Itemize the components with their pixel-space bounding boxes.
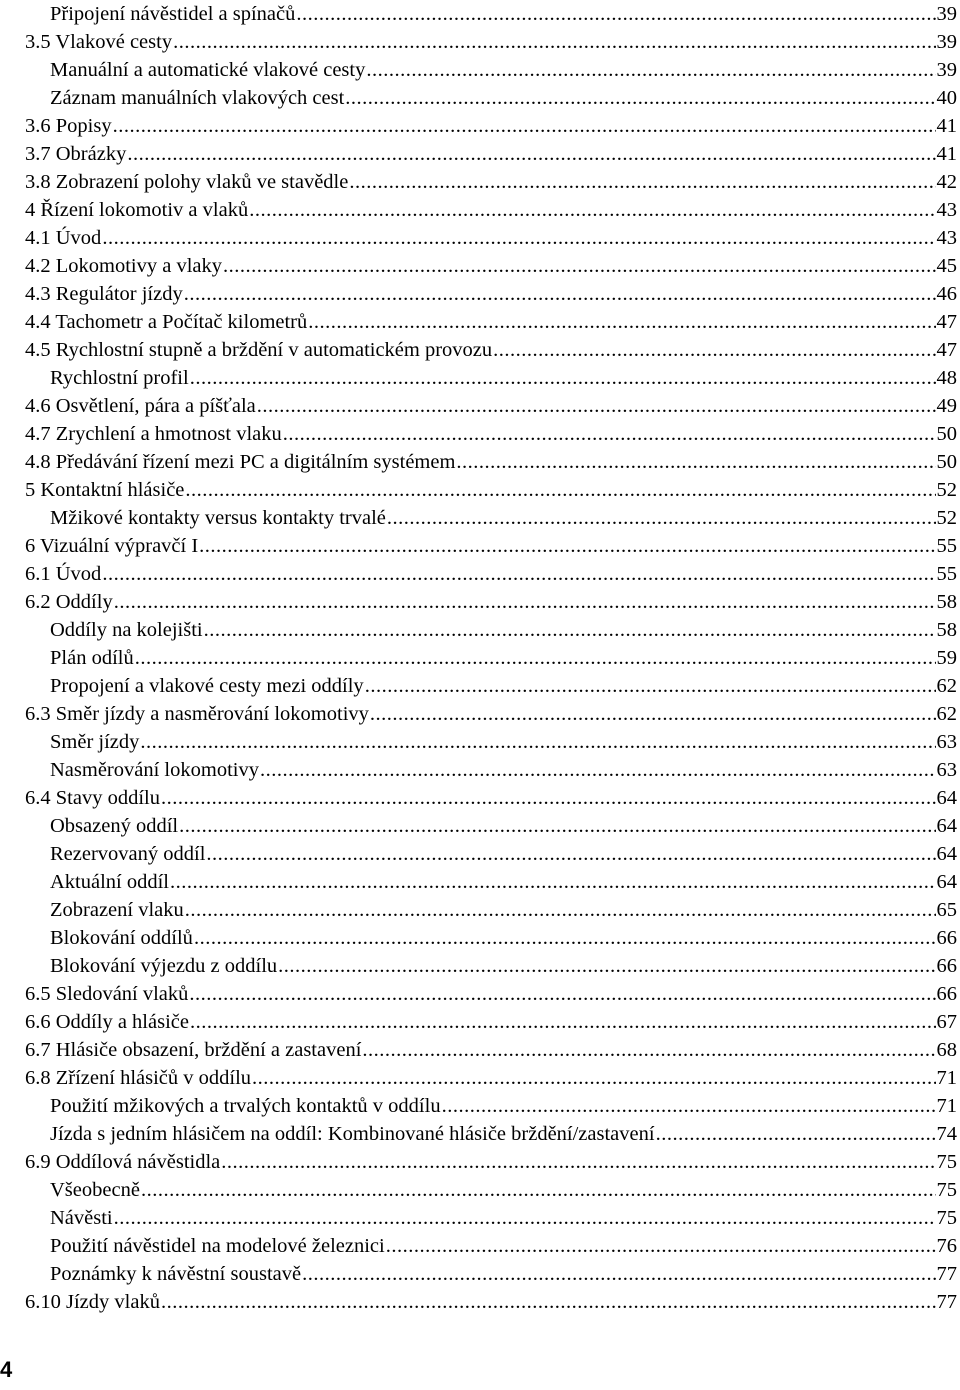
dot-leader: [141, 1176, 936, 1204]
dot-leader: [184, 280, 936, 308]
toc-entry[interactable]: [25, 280, 957, 308]
toc-entry-title: 6.9 Oddílová návěstidla: [25, 1151, 221, 1173]
dot-leader: [194, 924, 936, 952]
toc-entry-title: 6.8 Zřízení hlásičů v oddílu: [25, 1067, 252, 1089]
toc-entry[interactable]: [25, 448, 957, 476]
toc-entry[interactable]: [25, 588, 957, 616]
toc-entry-page: 39: [936, 59, 957, 81]
toc-entry[interactable]: [25, 392, 957, 420]
dot-leader: [493, 336, 935, 364]
dot-leader: [362, 1036, 935, 1064]
toc-entry-title: 3.7 Obrázky: [25, 143, 127, 165]
toc-entry[interactable]: [25, 728, 957, 756]
toc-entry[interactable]: [25, 924, 957, 952]
toc-entry-title: 6.1 Úvod: [25, 563, 102, 585]
dot-leader: [206, 840, 935, 868]
dot-leader: [656, 1120, 936, 1148]
toc-entry[interactable]: [25, 1260, 957, 1288]
toc-entry-title: Obsazený oddíl: [50, 815, 179, 837]
toc-entry-page: 74: [936, 1123, 957, 1145]
toc-entry-title: Použití návěstidel na modelové železnici: [50, 1235, 385, 1257]
toc-entry-page: 64: [936, 871, 957, 893]
dot-leader: [161, 1288, 936, 1316]
toc-entry-page: 76: [936, 1235, 957, 1257]
dot-leader: [179, 812, 935, 840]
toc-entry-page: 52: [936, 479, 957, 501]
toc-entry[interactable]: [25, 196, 957, 224]
toc-entry-title: Blokování oddílů: [50, 927, 193, 949]
toc-entry-page: 63: [936, 759, 957, 781]
dot-leader: [185, 476, 935, 504]
toc-entry[interactable]: [25, 308, 957, 336]
dot-leader: [296, 0, 935, 28]
toc-entry-page: 39: [936, 3, 957, 25]
toc-entry-page: 63: [936, 731, 957, 753]
toc-entry-title: 4.3 Regulátor jízdy: [25, 283, 183, 305]
toc-entry[interactable]: [25, 420, 957, 448]
toc-entry-page: 55: [936, 563, 957, 585]
toc-entry-title: Směr jízdy: [50, 731, 140, 753]
toc-entry-page: 49: [936, 395, 957, 417]
toc-entry-title: 6.10 Jízdy vlaků: [25, 1291, 160, 1313]
toc-entry[interactable]: [25, 1036, 957, 1064]
toc-entry-page: 75: [936, 1151, 957, 1173]
toc-entry[interactable]: [25, 336, 957, 364]
toc-entry-page: 75: [936, 1179, 957, 1201]
toc-entry[interactable]: [25, 504, 957, 532]
toc-entry[interactable]: [25, 812, 957, 840]
dot-leader: [252, 1064, 935, 1092]
toc-entry[interactable]: [25, 532, 957, 560]
toc-entry-title: 6.6 Oddíly a hlásiče: [25, 1011, 189, 1033]
toc-entry[interactable]: [25, 168, 957, 196]
toc-entry-page: 52: [936, 507, 957, 529]
toc-entry[interactable]: [25, 1120, 957, 1148]
toc-entry[interactable]: [25, 0, 957, 28]
dot-leader: [199, 532, 935, 560]
dot-leader: [366, 56, 935, 84]
toc-entry-page: 58: [936, 591, 957, 613]
toc-entry[interactable]: [25, 952, 957, 980]
toc-entry[interactable]: [25, 1176, 957, 1204]
toc-entry-title: Jízda s jedním hlásičem na oddíl: Kombinované hlásiče brždění/zastavení: [50, 1123, 655, 1145]
toc-entry-page: 39: [936, 31, 957, 53]
toc-entry[interactable]: [25, 140, 957, 168]
toc-entry-page: 43: [936, 227, 957, 249]
toc-entry-title: 3.6 Popisy: [25, 115, 112, 137]
toc-entry-page: 48: [936, 367, 957, 389]
toc-entry[interactable]: [25, 896, 957, 924]
dot-leader: [185, 896, 936, 924]
toc-entry[interactable]: [25, 1148, 957, 1176]
dot-leader: [308, 308, 935, 336]
toc-entry[interactable]: [25, 756, 957, 784]
toc-entry-title: 3.5 Vlakové cesty: [25, 31, 173, 53]
toc-entry-title: 6.3 Směr jízdy a nasměrování lokomotivy: [25, 703, 369, 725]
toc-entry-title: Rezervovaný oddíl: [50, 843, 206, 865]
toc-entry-page: 47: [936, 339, 957, 361]
toc-entry-page: 62: [936, 675, 957, 697]
dot-leader: [127, 140, 935, 168]
toc-entry-title: 4 Řízení lokomotiv a vlaků: [25, 199, 249, 221]
dot-leader: [260, 756, 936, 784]
dot-leader: [190, 1008, 936, 1036]
toc-entry-title: Aktuální oddíl: [50, 871, 170, 893]
toc-entry-page: 47: [936, 311, 957, 333]
toc-entry-page: 66: [936, 955, 957, 977]
toc-entry[interactable]: [25, 616, 957, 644]
toc-entry-page: 77: [936, 1263, 957, 1285]
toc-entry-title: 4.8 Předávání řízení mezi PC a digitálním systémem: [25, 451, 456, 473]
toc-entry-title: Zobrazení vlaku: [50, 899, 184, 921]
toc-entry-title: 4.4 Tachometr a Počítač kilometrů: [25, 311, 308, 333]
dot-leader: [204, 616, 936, 644]
toc-entry-title: Propojení a vlakové cesty mezi oddíly: [50, 675, 364, 697]
dot-leader: [140, 728, 935, 756]
toc-entry-page: 66: [936, 927, 957, 949]
dot-leader: [278, 952, 935, 980]
toc-entry[interactable]: [25, 644, 957, 672]
toc-entry-page: 64: [936, 815, 957, 837]
dot-leader: [349, 168, 935, 196]
toc-entry-page: 59: [936, 647, 957, 669]
toc-entry[interactable]: [25, 1092, 957, 1120]
table-of-contents: [25, 0, 957, 1316]
toc-entry-title: Návěsti: [50, 1207, 113, 1229]
toc-entry-title: 3.8 Zobrazení polohy vlaků ve stavědle: [25, 171, 349, 193]
dot-leader: [223, 252, 935, 280]
toc-entry[interactable]: [25, 1204, 957, 1232]
toc-entry-title: Použití mžikových a trvalých kontaktů v oddílu: [50, 1095, 441, 1117]
toc-entry-page: 77: [936, 1291, 957, 1313]
dot-leader: [302, 1260, 935, 1288]
page-number: 4: [0, 1357, 13, 1382]
toc-entry[interactable]: [25, 1064, 957, 1092]
toc-entry-title: 6.5 Sledování vlaků: [25, 983, 189, 1005]
toc-entry-page: 68: [936, 1039, 957, 1061]
toc-entry[interactable]: [25, 560, 957, 588]
toc-entry[interactable]: [25, 224, 957, 252]
toc-entry[interactable]: [25, 84, 957, 112]
toc-entry-title: Připojení návěstidel a spínačů: [50, 3, 296, 25]
dot-leader: [113, 112, 936, 140]
dot-leader: [387, 504, 936, 532]
toc-entry-title: Oddíly na kolejišti: [50, 619, 203, 641]
toc-entry-title: 4.2 Lokomotivy a vlaky: [25, 255, 223, 277]
toc-entry[interactable]: [25, 784, 957, 812]
dot-leader: [345, 84, 935, 112]
toc-entry-page: 43: [936, 199, 957, 221]
toc-entry-title: Nasměrování lokomotivy: [50, 759, 259, 781]
toc-entry-title: Manuální a automatické vlakové cesty: [50, 59, 366, 81]
toc-entry-title: 6.7 Hlásiče obsazení, brždění a zastavení: [25, 1039, 362, 1061]
dot-leader: [365, 672, 936, 700]
toc-entry-page: 45: [936, 255, 957, 277]
dot-leader: [370, 700, 936, 728]
dot-leader: [161, 784, 936, 812]
toc-entry[interactable]: [25, 672, 957, 700]
toc-entry-title: 6.4 Stavy oddílu: [25, 787, 160, 809]
dot-leader: [114, 1204, 936, 1232]
toc-entry[interactable]: [25, 1288, 957, 1316]
toc-entry[interactable]: [25, 1008, 957, 1036]
toc-entry[interactable]: [25, 700, 957, 728]
toc-entry[interactable]: [25, 364, 957, 392]
toc-entry-page: 42: [936, 171, 957, 193]
toc-entry[interactable]: [25, 1232, 957, 1260]
toc-entry-page: 75: [936, 1207, 957, 1229]
toc-entry[interactable]: [25, 840, 957, 868]
toc-entry-page: 64: [936, 843, 957, 865]
toc-entry-title: 4.6 Osvětlení, pára a píšťala: [25, 395, 256, 417]
dot-leader: [189, 980, 935, 1008]
toc-entry-page: 65: [936, 899, 957, 921]
toc-entry-page: 55: [936, 535, 957, 557]
toc-entry-page: 50: [936, 451, 957, 473]
dot-leader: [442, 1092, 936, 1120]
toc-entry[interactable]: [25, 112, 957, 140]
toc-entry-page: 66: [936, 983, 957, 1005]
toc-entry-title: 6.2 Oddíly: [25, 591, 113, 613]
toc-entry-title: Rychlostní profil: [50, 367, 189, 389]
toc-entry-title: Mžikové kontakty versus kontakty trvalé: [50, 507, 386, 529]
toc-entry-title: Záznam manuálních vlakových cest: [50, 87, 345, 109]
dot-leader: [386, 1232, 936, 1260]
toc-entry-title: 4.7 Zrychlení a hmotnost vlaku: [25, 423, 282, 445]
dot-leader: [249, 196, 935, 224]
toc-entry[interactable]: [25, 252, 957, 280]
toc-entry[interactable]: [25, 476, 957, 504]
dot-leader: [257, 392, 936, 420]
toc-entry[interactable]: [25, 980, 957, 1008]
toc-entry-page: 62: [936, 703, 957, 725]
toc-entry-page: 40: [936, 87, 957, 109]
toc-entry-page: 41: [936, 143, 957, 165]
toc-entry-title: Poznámky k návěstní soustavě: [50, 1263, 302, 1285]
toc-entry-title: Blokování výjezdu z oddílu: [50, 955, 278, 977]
toc-entry-page: 46: [936, 283, 957, 305]
dot-leader: [456, 448, 935, 476]
dot-leader: [135, 644, 936, 672]
toc-entry-title: Plán odílů: [50, 647, 134, 669]
toc-entry-title: 4.1 Úvod: [25, 227, 102, 249]
toc-entry-page: 41: [936, 115, 957, 137]
toc-entry-page: 50: [936, 423, 957, 445]
toc-entry-page: 71: [936, 1067, 957, 1089]
toc-entry-page: 67: [936, 1011, 957, 1033]
toc-entry-title: 6 Vizuální výpravčí I: [25, 535, 199, 557]
toc-entry[interactable]: [25, 868, 957, 896]
toc-entry-page: 64: [936, 787, 957, 809]
toc-entry-title: 4.5 Rychlostní stupně a brždění v automatickém provozu: [25, 339, 493, 361]
dot-leader: [190, 364, 936, 392]
toc-entry-title: Všeobecně: [50, 1179, 140, 1201]
dot-leader: [114, 588, 936, 616]
dot-leader: [173, 28, 935, 56]
toc-entry-page: 71: [936, 1095, 957, 1117]
dot-leader: [221, 1148, 935, 1176]
toc-entry-title: 5 Kontaktní hlásiče: [25, 479, 185, 501]
dot-leader: [170, 868, 935, 896]
dot-leader: [102, 560, 935, 588]
dot-leader: [283, 420, 936, 448]
dot-leader: [102, 224, 935, 252]
toc-entry[interactable]: [25, 28, 957, 56]
toc-entry-page: 58: [936, 619, 957, 641]
toc-entry[interactable]: [25, 56, 957, 84]
